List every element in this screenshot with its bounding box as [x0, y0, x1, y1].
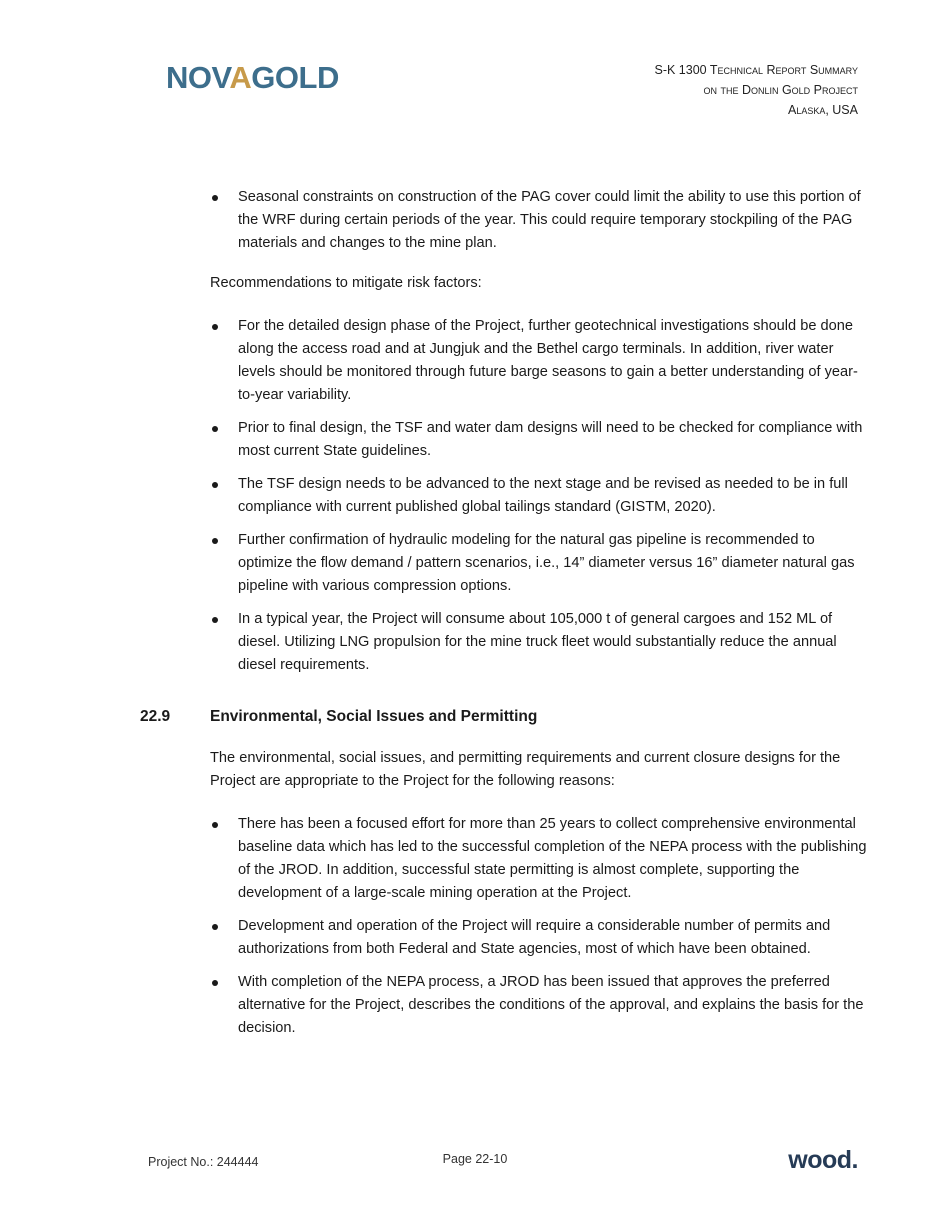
wood-logo: wood. — [788, 1146, 858, 1174]
list-item: Seasonal constraints on construction of the PAG cover could limit the ability to use this portion of the WRF during certain periods of the year. This could require temporary stockpiling of the PAG materials and changes to the mine plan. — [210, 186, 870, 255]
section-number: 22.9 — [140, 708, 171, 725]
recommendations-intro — [210, 272, 870, 295]
section-intro — [210, 747, 870, 793]
header-line-1: S-K 1300 Technical Report Summary — [654, 63, 858, 77]
section-bullets — [210, 813, 870, 1050]
list-item: In a typical year, the Project will consume about 105,000 t of general cargoes and 152 ML of diesel. Utilizing LNG propulsion for the mine truck fleet would substantially reduce the annual diesel requirements. — [210, 608, 870, 677]
list-item: With completion of the NEPA process, a JROD has been issued that approves the preferred alternative for the Project, describes the conditions of the approval, and explains the basis for the decision. — [210, 971, 870, 1040]
list-item: There has been a focused effort for more than 25 years to collect comprehensive environmental baseline data which has led to the successful completion of the NEPA process with the publishing of the JROD. In addition, successful state permitting is almost complete, supporting the development of a large-scale mining operation at the Project. — [210, 813, 870, 905]
project-number: Project No.: 244444 — [148, 1155, 259, 1169]
list-item: Prior to final design, the TSF and water dam designs will need to be checked for compliance with most current State guidelines. — [210, 417, 870, 463]
section-heading — [140, 705, 537, 728]
logo-text: NOV — [166, 60, 230, 95]
logo-text-2: GOLD — [251, 60, 339, 95]
recommendations-list — [210, 315, 870, 687]
section-intro-text: The environmental, social issues, and permitting requirements and current closure designs for the Project are appropriate to the Project for the following reasons: — [210, 750, 841, 789]
list-item: The TSF design needs to be advanced to the next stage and be revised as needed to be in full compliance with current published global tailings standard (GISTM, 2020). — [210, 473, 870, 519]
recommendations-intro-text: Recommendations to mitigate risk factors: — [210, 275, 482, 291]
page-number: Page 22-10 — [442, 1152, 508, 1166]
section-title: Environmental, Social Issues and Permitting — [210, 708, 538, 725]
list-item: For the detailed design phase of the Project, further geotechnical investigations should be done along the access road and at Jungjuk and the Bethel cargo terminals. In addition, river water levels should be monitored through future barge seasons to gain a better understanding of year-to-year variability. — [210, 315, 870, 407]
novagold-logo — [166, 62, 339, 93]
report-header — [655, 60, 859, 120]
risk-bullets — [210, 186, 870, 265]
header-line-2: on the Donlin Gold Project — [703, 83, 858, 97]
list-item: Development and operation of the Project will require a considerable number of permits and authorizations from both Federal and State agencies, most of which have been obtained. — [210, 915, 870, 961]
logo-accent-a: A — [229, 60, 252, 95]
header-line-3: Alaska, USA — [787, 103, 858, 117]
list-item: Further confirmation of hydraulic modeling for the natural gas pipeline is recommended to optimize the flow demand / pattern scenarios, i.e., 14” diameter versus 16” diameter natural gas pipeline with various compression options. — [210, 529, 870, 598]
